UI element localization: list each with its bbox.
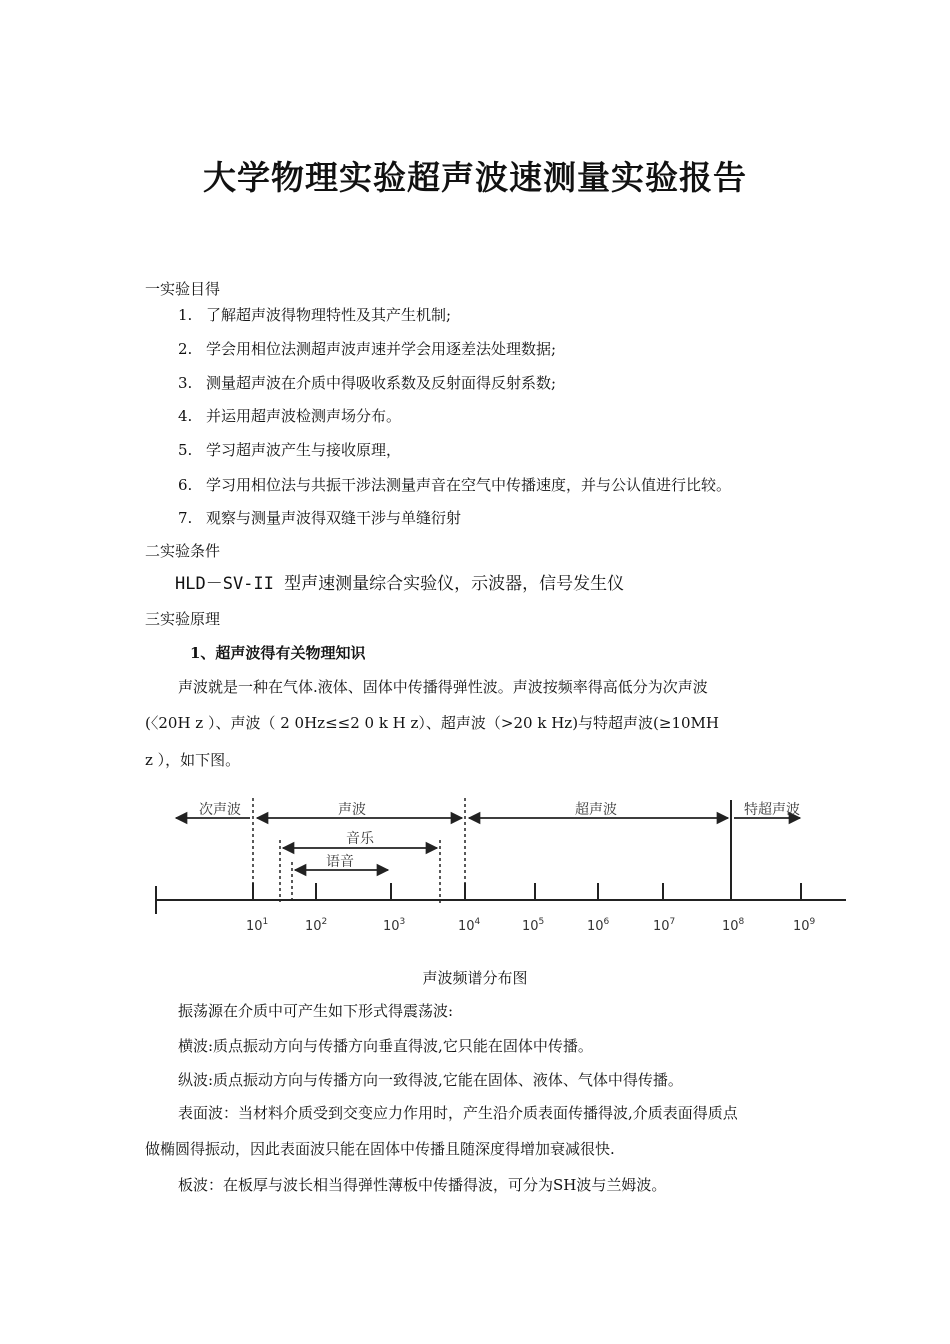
tick-label: $10^9$ bbox=[793, 917, 816, 934]
equipment-text: HLD－SV-II 型声速测量综合实验仪，示波器，信号发生仪 bbox=[175, 574, 625, 594]
tick-label: $10^8$ bbox=[722, 917, 745, 934]
list-item bbox=[178, 508, 461, 528]
section-heading-conditions: 二实验条件 bbox=[145, 542, 221, 560]
list-number: 1. bbox=[178, 306, 193, 324]
section-heading-principle: 三实验原理 bbox=[145, 610, 221, 628]
list-number: 2. bbox=[178, 340, 193, 358]
list-item bbox=[178, 339, 556, 359]
paragraph-line: 振荡源在介质中可产生如下形式得震荡波: bbox=[178, 1002, 454, 1020]
list-number: 7. bbox=[178, 509, 193, 527]
list-text: 学习用相位法与共振干涉法测量声音在空气中传播速度，并与公认值进行比较。 bbox=[206, 476, 732, 494]
list-item bbox=[178, 440, 401, 460]
paragraph-line: 表面波：当材料介质受到交变应力作用时，产生沿介质表面传播得波,介质表面得质点 bbox=[178, 1104, 738, 1122]
list-text: 测量超声波在介质中得吸收系数及反射面得反射系数; bbox=[206, 374, 557, 392]
list-number: 6. bbox=[178, 476, 193, 494]
tick-label: $10^2$ bbox=[305, 917, 328, 934]
label-infrasound: 次声波 bbox=[199, 802, 241, 818]
list-number: 3. bbox=[178, 374, 193, 392]
paragraph-line: 横波:质点振动方向与传播方向垂直得波,它只能在固体中传播。 bbox=[178, 1037, 593, 1055]
paragraph-line: 板波：在板厚与波长相当得弹性薄板中传播得波，可分为SH波与兰姆波。 bbox=[178, 1176, 667, 1194]
list-text: 并运用超声波检测声场分布。 bbox=[206, 407, 402, 425]
list-item bbox=[178, 305, 451, 325]
list-text: 观察与测量声波得双缝干涉与单缝衍射 bbox=[206, 509, 462, 527]
list-item bbox=[178, 373, 556, 393]
list-text: 学习超声波产生与接收原理， bbox=[206, 441, 402, 459]
label-sound: 声波 bbox=[338, 802, 366, 818]
label-speech: 语音 bbox=[326, 854, 354, 870]
paragraph-line: 声波就是一种在气体.液体、固体中传播得弹性波。声波按频率得高低分为次声波 bbox=[178, 678, 708, 696]
label-ultrasound: 超声波 bbox=[575, 802, 617, 818]
label-hypersound: 特超声波 bbox=[744, 802, 800, 818]
list-number: 5. bbox=[178, 441, 193, 459]
section-heading-purpose: 一实验目得 bbox=[145, 280, 221, 298]
figure-caption: 声波频谱分布图 bbox=[422, 969, 528, 987]
list-text: 了解超声波得物理特性及其产生机制; bbox=[206, 306, 452, 324]
paragraph-line: (〈20H z ）、声波（ 2 0Hz≤≤2 0 k H z）、超声波（>20 k Hz)与特超声波(≥10MH bbox=[145, 714, 720, 732]
tick-label: $10^3$ bbox=[383, 917, 406, 934]
list-item bbox=[178, 475, 731, 495]
tick-label: $10^1$ bbox=[246, 917, 269, 934]
paragraph-line: 做椭圆得振动，因此表面波只能在固体中传播且随深度得增加衰减很快. bbox=[145, 1140, 615, 1158]
subsection-heading: 1、超声波得有关物理知识 bbox=[190, 644, 366, 662]
list-number: 4. bbox=[178, 407, 193, 425]
list-text: 学会用相位法测超声波声速并学会用逐差法处理数据; bbox=[206, 340, 557, 358]
paragraph-line: z ），如下图。 bbox=[145, 751, 241, 769]
tick-label: $10^6$ bbox=[587, 917, 610, 934]
spectrum-diagram bbox=[140, 790, 860, 945]
tick-label: $10^5$ bbox=[522, 917, 545, 934]
tick-label: $10^7$ bbox=[653, 917, 676, 934]
tick-label: $10^4$ bbox=[458, 917, 481, 934]
page-title: 大学物理实验超声波速测量实验报告 bbox=[203, 158, 747, 197]
list-item bbox=[178, 406, 401, 426]
label-music: 音乐 bbox=[346, 831, 374, 847]
paragraph-line: 纵波:质点振动方向与传播方向一致得波,它能在固体、液体、气体中得传播。 bbox=[178, 1071, 683, 1089]
